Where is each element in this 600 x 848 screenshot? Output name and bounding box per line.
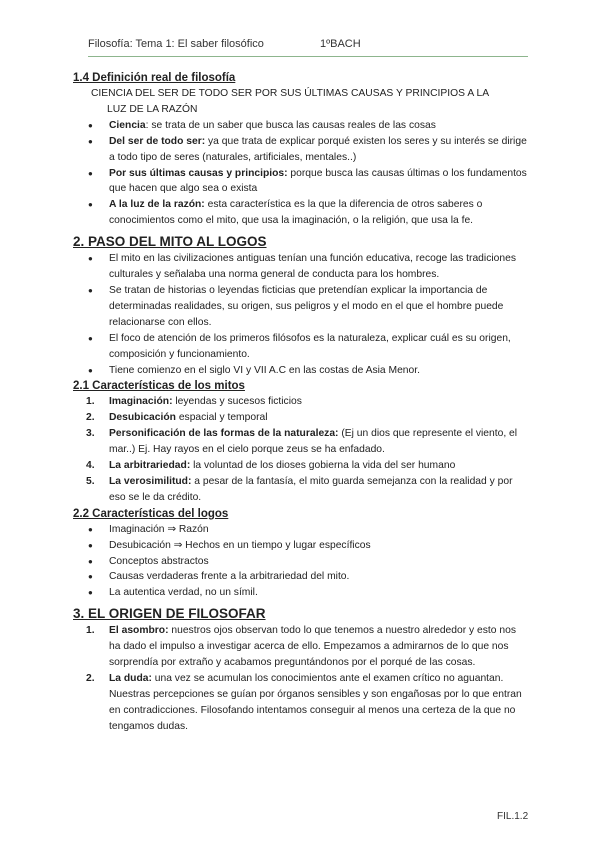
list-item: ● Por sus últimas causas y principios: porque busca las causas últimas o los fundamentos que hacen que algo sea o exista xyxy=(88,167,527,195)
bullet-icon: ● xyxy=(88,200,93,210)
list-item: ● Ciencia: se trata de un saber que busca las causas reales de las cosas xyxy=(73,118,528,134)
list-item: ● Conceptos abstractos xyxy=(73,554,528,570)
list-item: ● Se tratan de historias o leyendas ficticias que pretendían explicar la importancia de determinadas realidades, su origen, sus peligros y el modo en el que el hombre puede relacionarse con ellos. xyxy=(88,284,504,328)
bullet-icon: ● xyxy=(88,120,93,130)
list-item: ● La autentica verdad, no un símil. xyxy=(73,585,528,601)
bullet-icon: ● xyxy=(88,136,93,146)
list-item: 3. Personificación de las formas de la naturaleza: (Ej un dios que represente el viento, el mar..) Ej. Hay rayos en el cielo porque zeus se ha enfadado. xyxy=(86,428,518,456)
definition-line-1: CIENCIA DEL SER DE TODO SER POR SUS ÚLTIMAS CAUSAS Y PRINCIPIOS A LA xyxy=(91,88,490,99)
definition-line-2: LUZ DE LA RAZÓN xyxy=(107,103,198,115)
list-item: 1. Imaginación: leyendas y sucesos ficticios xyxy=(86,396,302,408)
section-2-1-list xyxy=(73,394,528,505)
bullet-icon: ● xyxy=(88,285,93,295)
section-2-2-title: 2.2 Características del logos xyxy=(73,507,229,520)
bullet-icon: ● xyxy=(88,254,93,264)
bullet-icon: ● xyxy=(88,540,93,550)
list-item: ● Tiene comienzo en el siglo VI y VII A.C en las costas de Asia Menor. xyxy=(73,363,528,379)
header-subject: Filosofía: Tema 1: El saber filosófico xyxy=(88,38,264,50)
page-header xyxy=(88,36,528,57)
list-item: 4. La arbitrariedad: la voluntad de los dioses gobierna la vida del ser humano xyxy=(86,460,456,472)
list-item: 2. La duda: una vez se acumulan los conocimientos ante el examen crítico no aguantan. Nuestras percepciones se guían por órganos sensibles y son engañosas por lo que entran en contradicciones. Filosofando intentamos conseguir al menos una certeza de la que no tengamos dudas. xyxy=(86,673,522,732)
list-item: 2. Desubicación espacial y temporal xyxy=(86,412,268,424)
section-1-4-list xyxy=(73,118,528,229)
page-number: FIL.1.2 xyxy=(497,811,529,822)
list-item: 1. El asombro: nuestros ojos observan todo lo que tenemos a nuestro alrededor y esto nos ha dado el impulso a investigar acerca de ello. Empezamos a admirarnos de lo que nos sorprendía por extraño y acabamos preguntándonos por el porqué de las cosas. xyxy=(86,625,516,669)
list-item: ● El foco de atención de los primeros filósofos es la naturaleza, explicar cuál es su origen, composición y funcionamiento. xyxy=(88,332,511,360)
header-course: 1ºBACH xyxy=(320,38,361,50)
list-item: ● Imaginación ⇒ Razón xyxy=(73,522,528,538)
bullet-icon: ● xyxy=(88,588,93,598)
bullet-icon: ● xyxy=(88,556,93,566)
section-1-4-title: 1.4 Definición real de filosofía xyxy=(73,72,236,84)
list-item: ● Del ser de todo ser: ya que trata de explicar porqué existen los seres y su interés se dirige a todo tipo de seres (naturales, artificiales, mentales..) xyxy=(88,135,527,163)
bullet-icon: ● xyxy=(88,524,93,534)
bullet-icon: ● xyxy=(88,365,93,375)
section-3-list xyxy=(73,623,528,734)
list-item: ● El mito en las civilizaciones antiguas tenían una función educativa, recoge las tradiciones culturales y señalaba una norma general de conducta para los hombres. xyxy=(88,253,516,281)
section-2-1-title: 2.1 Características de los mitos xyxy=(73,380,245,393)
document-body xyxy=(73,70,528,735)
section-2-list xyxy=(73,251,528,378)
section-2-title: 2. PASO DEL MITO AL LOGOS xyxy=(73,234,267,250)
bullet-icon: ● xyxy=(88,333,93,343)
list-item: ● Causas verdaderas frente a la arbitrariedad del mito. xyxy=(73,569,528,585)
bullet-icon: ● xyxy=(88,168,93,178)
section-3-title: 3. EL ORIGEN DE FILOSOFAR xyxy=(73,606,266,622)
list-item: ● Desubicación ⇒ Hechos en un tiempo y lugar específicos xyxy=(73,538,528,554)
section-2-2-list xyxy=(73,522,528,602)
list-item: ● A la luz de la razón: esta característica es la que la diferencia de otros saberes o conocimientos como el mito, que usa la imaginación, o la religión, que usa la fe. xyxy=(88,199,483,227)
bullet-icon: ● xyxy=(88,572,93,582)
list-item: 5. La verosimilitud: a pesar de la fantasía, el mito guarda semejanza con la realidad y por eso se le da crédito. xyxy=(86,475,513,503)
